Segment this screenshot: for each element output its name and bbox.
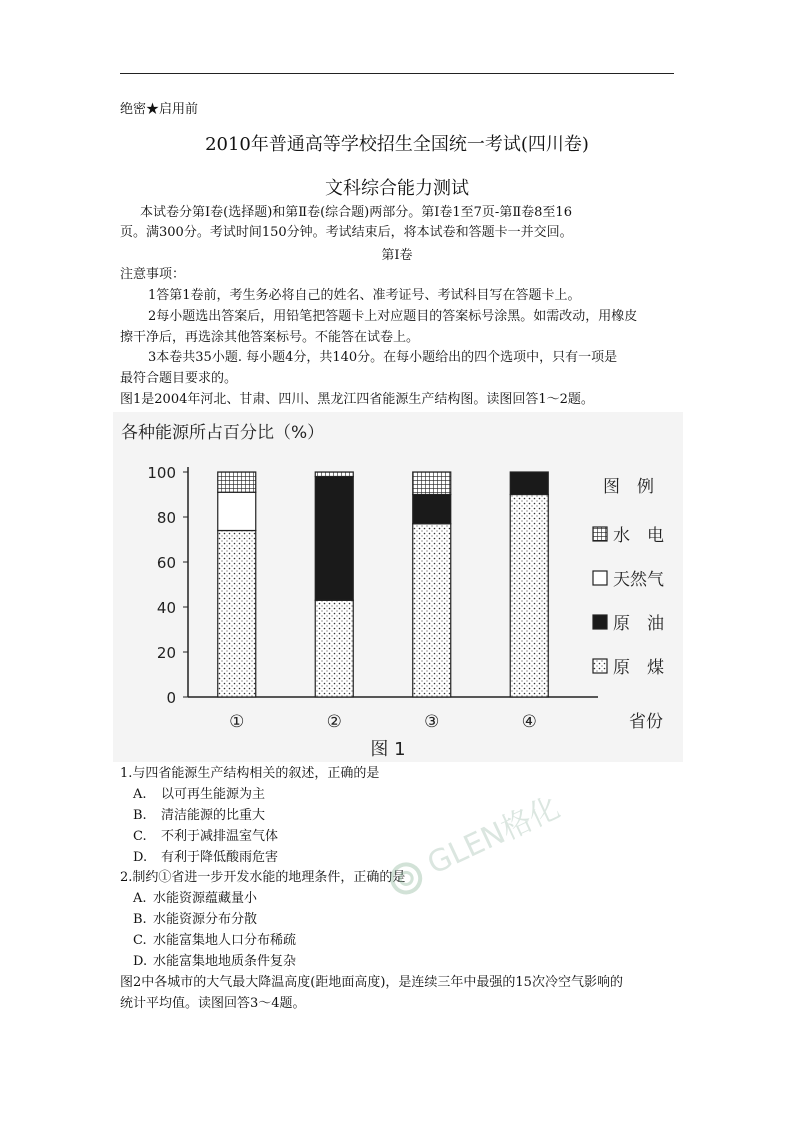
bar-segment [510,472,548,495]
y-tick-label: 0 [166,689,176,707]
option-text: 水能资源蕴藏量小 [153,891,258,906]
y-tick-label: 20 [156,644,176,662]
bar-segment [218,472,256,492]
y-tick-label: 60 [156,554,176,572]
question-2-option-a[interactable] [133,889,257,909]
watermark-swirl-icon [383,855,428,900]
legend-label: 原 煤 [613,658,664,678]
option-letter: A. [133,891,147,906]
x-axis-label: 省份 [629,712,663,732]
x-category-label: ① [229,712,245,732]
bar-segment [413,524,451,697]
legend-swatch [593,571,607,585]
bar-segment [315,600,353,697]
figure-1-intro: 图1是2004年河北、甘肃、四川、黑龙江四省能源生产结构图。读图回答1～2题。 [120,392,594,407]
chart-svg [113,412,683,762]
exam-subtitle: 文科综合能力测试 [325,178,469,199]
notice-item-2-cont: 擦干净后，再选涂其他答案标号。不能答在试卷上。 [120,330,420,345]
watermark-text: GLEN格化 [422,790,566,882]
volume-heading: 第Ⅰ卷 [381,248,413,263]
notice-item-2: 2每小题选出答案后，用铅笔把答题卡上对应题目的答案标号涂黑。如需改动，用橡皮 [148,309,638,324]
bar-segment [315,477,353,601]
option-text: 水能富集地人口分布稀疏 [153,933,297,948]
figure-2-intro: 图2中各城市的大气最大降温高度(距地面高度)，是连续三年中最强的15次冷空气影响的 [120,975,623,990]
option-text: 以可再生能源为主 [161,787,266,802]
bar-segment [413,472,451,495]
legend-swatch [593,527,607,541]
notice-item-1: 1答第1卷前，考生务必将自己的姓名、准考证号、考试科目写在答题卡上。 [148,288,581,303]
option-text: 清洁能源的比重大 [161,808,266,823]
legend-label: 天然气 [613,570,664,590]
question-2-option-d[interactable] [133,952,296,972]
notice-item-3-cont: 最符合题目要求的。 [120,371,238,386]
option-text: 有利于降低酸雨危害 [161,850,279,865]
figure-2-intro-cont: 统计平均值。读图回答3～4题。 [120,996,306,1011]
bar-segment [218,531,256,698]
option-letter: D. [133,954,148,969]
question-1-option-b[interactable] [133,806,265,826]
top-rule [120,73,674,74]
legend-label: 水 电 [613,526,664,546]
notice-heading: 注意事项： [120,267,186,282]
option-letter: B. [133,912,147,927]
notice-item-3: 3本卷共35小题. 每小题4分，共140分。在每小题给出的四个选项中，只有一项是 [148,350,618,365]
question-1-option-c[interactable] [133,827,278,847]
y-tick-label: 40 [156,599,176,617]
question-1-option-a[interactable] [133,785,265,805]
legend-label: 原 油 [613,614,664,634]
option-letter: D. [133,850,148,865]
y-tick-label: 100 [147,464,176,482]
x-category-label: ③ [424,712,440,732]
legend-title: 图 例 [603,477,654,497]
chart-title: 各种能源所占百分比（%） [121,423,325,443]
question-2-option-c[interactable] [133,931,296,951]
question-2-option-b[interactable] [133,910,257,930]
chart-background [113,412,683,762]
question-1-option-d[interactable] [133,848,278,868]
bar-segment [218,492,256,530]
watermark-logo [379,783,565,901]
x-category-label: ② [326,712,342,732]
option-letter: B. [133,808,147,823]
bar-segment [413,495,451,524]
legend-swatch [593,615,607,629]
exam-title: 2010年普通高等学校招生全国统一考试(四川卷) [205,134,589,155]
option-letter: A. [133,787,147,802]
option-text: 水能富集地地质条件复杂 [153,954,297,969]
legend-swatch [593,659,607,673]
bar-segment [315,472,353,477]
y-tick-label: 80 [156,509,176,527]
option-text: 水能资源分布分散 [153,912,258,927]
option-letter: C. [133,829,147,844]
question-2-stem: 2.制约①省进一步开发水能的地理条件，正确的是 [120,870,406,885]
option-letter: C. [133,933,147,948]
x-category-label: ④ [521,712,537,732]
intro-line-2: 页。满300分。考试时间150分钟。考试结束后，将本试卷和答题卡一并交回。 [120,225,573,240]
option-text: 不利于减排温室气体 [161,829,279,844]
bar-segment [510,495,548,698]
energy-structure-chart [113,412,683,762]
figure-label: 图 1 [370,739,406,760]
confidential-mark: 绝密★启用前 [120,102,199,117]
question-1-stem: 1.与四省能源生产结构相关的叙述，正确的是 [120,766,380,781]
intro-line-1: 本试卷分第Ⅰ卷(选择题)和第Ⅱ卷(综合题)两部分。第Ⅰ卷1至7页-第Ⅱ卷8至16 [140,205,572,220]
